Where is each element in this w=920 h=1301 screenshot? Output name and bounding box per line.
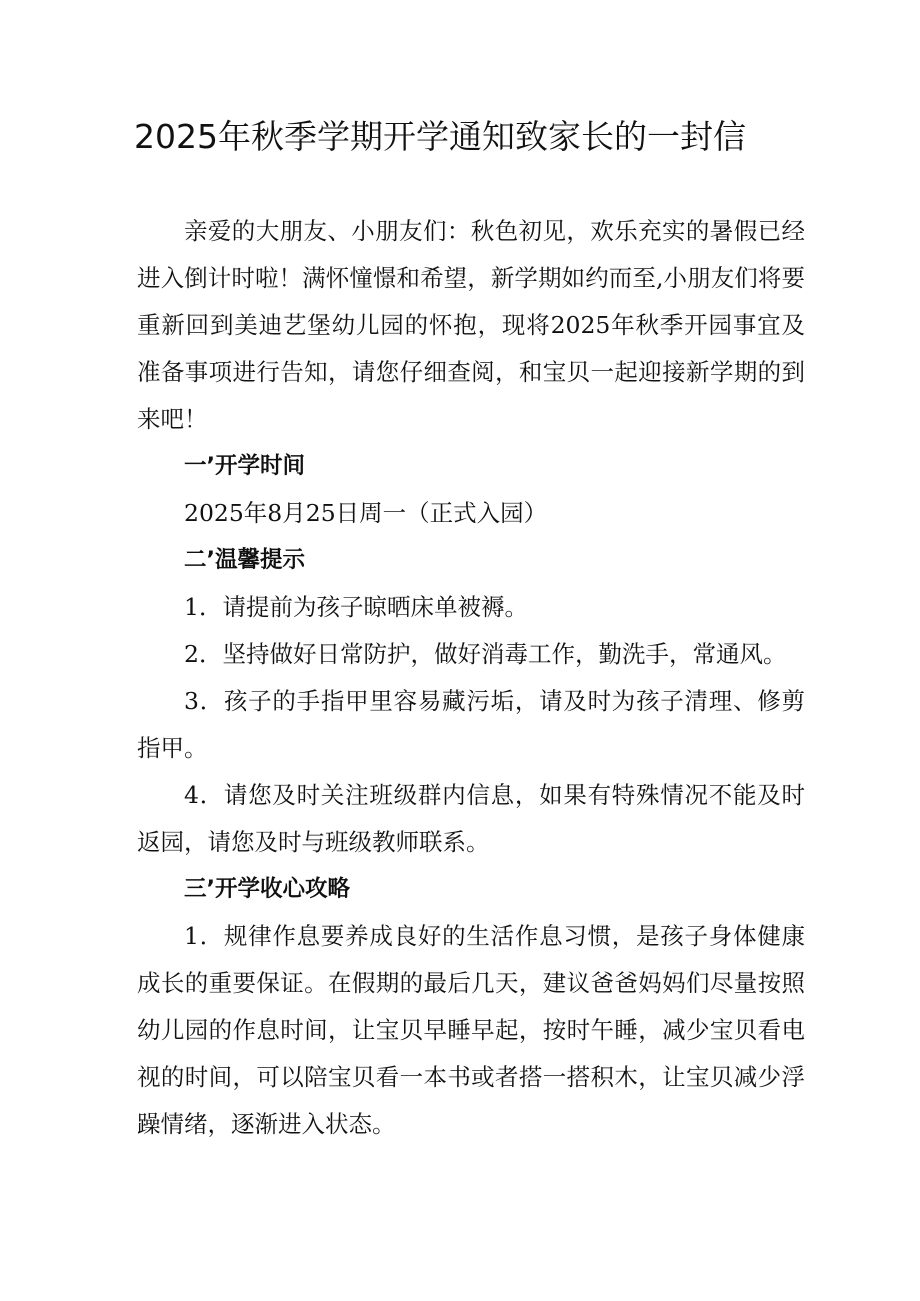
- tip-item-3: 3．孩子的手指甲里容易藏污垢，请及时为孩子清理、修剪指甲。: [137, 687, 805, 762]
- start-date-text: 2025年8月25日周一（正式入园）: [184, 499, 548, 527]
- document-title: 2025年秋季学期开学通知致家长的一封信: [134, 117, 746, 156]
- section-heading-strategy: 三’开学收心攻略: [184, 876, 351, 902]
- section-heading-tips: 二’温馨提示: [184, 547, 306, 573]
- tip-item-2: 2．坚持做好日常防护，做好消毒工作，勤洗手，常通风。: [184, 640, 787, 668]
- document-body: [137, 208, 805, 1148]
- tip-item-1: 1．请提前为孩子晾晒床单被褥。: [184, 593, 528, 621]
- strategy-item-1: 1．规律作息要养成良好的生活作息习惯，是孩子身体健康成长的重要保证。在假期的最后几天，建议爸爸妈妈们尽量按照幼儿园的作息时间，让宝贝早睡早起，按时午睡，减少宝贝看电视的时间，可以陪宝贝看一本书或者搭一搭积木，让宝贝减少浮躁情绪，逐渐进入状态。: [137, 922, 805, 1138]
- tip-item-4: 4．请您及时关注班级群内信息，如果有特殊情况不能及时返园，请您及时与班级教师联系。: [137, 781, 805, 856]
- intro-paragraph: 亲爱的大朋友、小朋友们：秋色初见，欢乐充实的暑假已经进入倒计时啦！满怀憧憬和希望，新学期如约而至,小朋友们将要重新回到美迪艺堡幼儿园的怀抱，现将2025年秋季开园事宜及准备事项进行告知，请您仔细查阅，和宝贝一起迎接新学期的到来吧！: [137, 217, 805, 433]
- section-heading-start-time: 一’开学时间: [184, 453, 306, 479]
